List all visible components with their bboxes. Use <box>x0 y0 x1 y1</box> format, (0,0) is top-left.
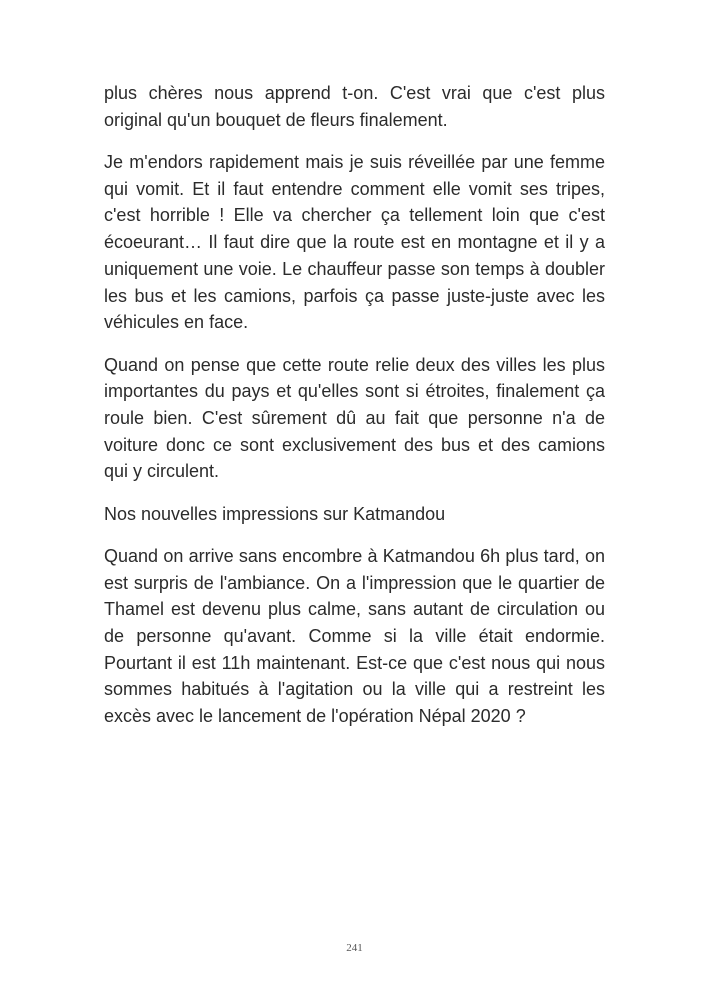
section-heading: Nos nouvelles impressions sur Katmandou <box>104 503 446 524</box>
body-text <box>104 80 605 745</box>
paragraph-road: Quand on pense que cette route relie deux des villes les plus importantes du pays et qu'elles sont si étroites, finalement ça roule bien. C'est sûrement dû au fait que personne n'a de voiture donc ce sont exclusivement des bus et des camions qui y circulent. <box>104 354 605 482</box>
page-number: 241 <box>346 942 363 954</box>
paragraph-gift-continuation: plus chères nous apprend t-on. C'est vrai que c'est plus original qu'un bouquet de fleurs finalement. <box>104 83 605 130</box>
paragraph-katmandou: Quand on arrive sans encombre à Katmandou 6h plus tard, on est surpris de l'ambiance. On a l'impression que le quartier de Thamel est devenu plus calme, sans autant de circulation ou de personne qu'avant. Comme si la ville était endormie. Pourtant il est 11h maintenant. Est-ce que c'est nous qui nous sommes habitués à l'agitation ou la ville qui a restreint les excès avec le lancement de l'opération Népal 2020 ? <box>104 545 605 727</box>
paragraph-bus-ride: Je m'endors rapidement mais je suis réveillée par une femme qui vomit. Et il faut entendre comment elle vomit ses tripes, c'est horrible ! Elle va chercher ça tellement loin que c'est écoeurant… Il faut dire que la route est en montagne et il y a uniquement une voie. Le chauffeur passe son temps à doubler les bus et les camions, parfois ça passe juste-juste avec les véhicules en face. <box>104 152 605 333</box>
